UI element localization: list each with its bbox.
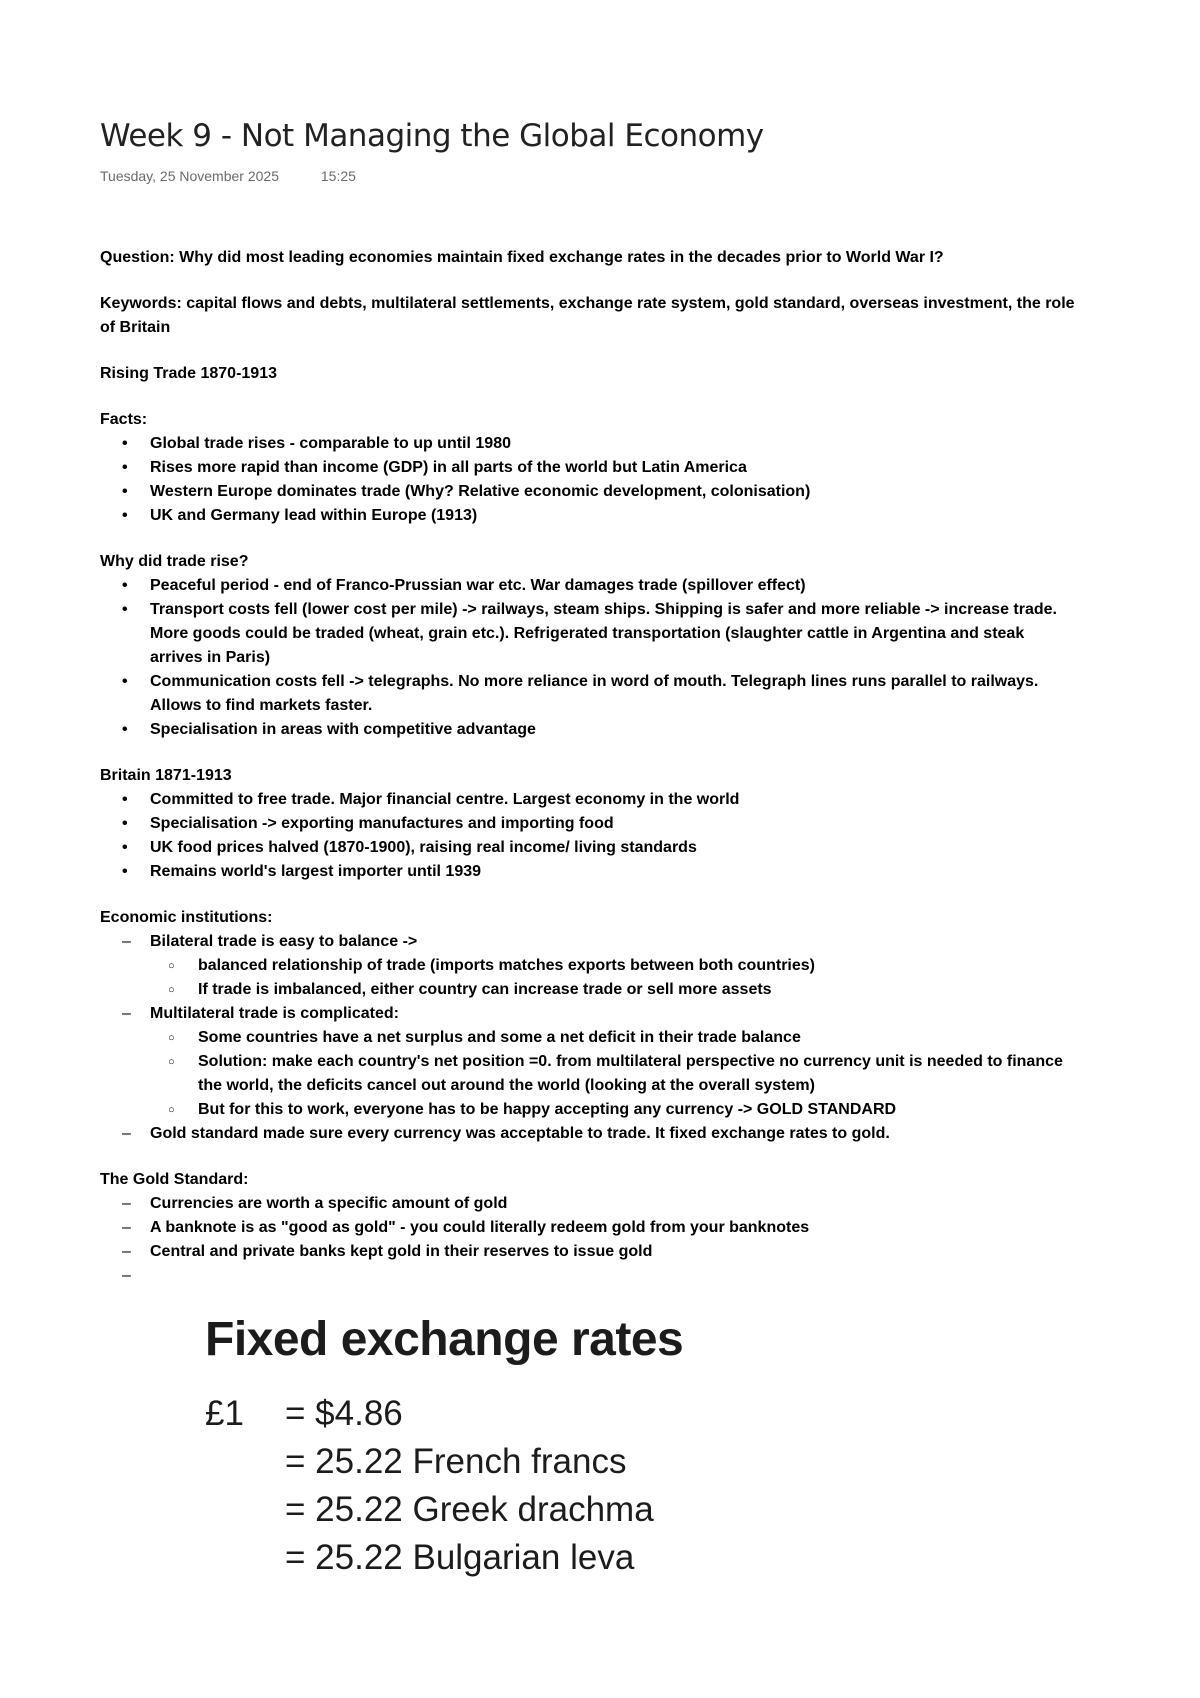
list-item: • Specialisation -> exporting manufactures and importing food [100, 812, 1080, 836]
list-item: • Global trade rises - comparable to up until 1980 [100, 432, 1080, 456]
list-item: • Committed to free trade. Major financial centre. Largest economy in the world [100, 788, 1080, 812]
keywords-text: Keywords: capital flows and debts, multilateral settlements, exchange rate system, gold standard, overseas investment, the role of Britain [100, 295, 1075, 336]
list-item: • Rises more rapid than income (GDP) in all parts of the world but Latin America [100, 456, 1080, 480]
britain-heading: Britain 1871-1913 [100, 767, 232, 784]
list-item: – Central and private banks kept gold in their reserves to issue gold [100, 1240, 1080, 1264]
note-date: Tuesday, 25 November 2025 [100, 168, 279, 184]
britain-list [100, 788, 1080, 884]
list-item: • UK food prices halved (1870-1900), raising real income/ living standards [100, 836, 1080, 860]
list-item: • Peaceful period - end of Franco-Prussian war etc. War damages trade (spillover effect) [100, 574, 1080, 598]
list-item: • Transport costs fell (lower cost per mile) -> railways, steam ships. Shipping is safer and more reliable -> increase trade. More goods could be traded (wheat, grain etc.). Refrigerated transportation (slaughter cattle in Argentina and steak arrives in Paris) [100, 598, 1080, 670]
base-currency: £1 [205, 1394, 244, 1433]
sub-list-item: ○ If trade is imbalanced, either country can increase trade or sell more assets [100, 978, 1080, 1002]
question-text: Question: Why did most leading economies maintain fixed exchange rates in the decades prior to World War I? [100, 249, 944, 266]
fixed-exchange-rates-slide [205, 1312, 765, 1582]
facts-list [100, 432, 1080, 528]
institutions-heading: Economic institutions: [100, 909, 273, 926]
list-item: • Western Europe dominates trade (Why? Relative economic development, colonisation) [100, 480, 1080, 504]
list-item: – Gold standard made sure every currency was acceptable to trade. It fixed exchange rates to gold. [100, 1122, 1080, 1146]
list-item: – Currencies are worth a specific amount of gold [100, 1192, 1080, 1216]
page-title: Week 9 - Not Managing the Global Economy [100, 118, 764, 154]
sub-list-item: ○ Some countries have a net surplus and some a net deficit in their trade balance [100, 1026, 1080, 1050]
list-item: • Communication costs fell -> telegraphs. No more reliance in word of mouth. Telegraph lines runs parallel to railways. Allows to find markets faster. [100, 670, 1080, 718]
list-item: – Multilateral trade is complicated: [100, 1002, 1080, 1026]
list-item: – Bilateral trade is easy to balance -> [100, 930, 1080, 954]
sub-list-item: ○ Solution: make each country's net position =0. from multilateral perspective no currency unit is needed to finance the world, the deficits cancel out around the world (looking at the overall system) [100, 1050, 1080, 1098]
list-item-empty [100, 1264, 1080, 1288]
why-trade-list [100, 574, 1080, 742]
slide-title: Fixed exchange rates [205, 1313, 684, 1366]
institutions-list [100, 930, 1080, 1146]
rate-value: = 25.22 Bulgarian leva [285, 1538, 635, 1577]
rising-trade-heading: Rising Trade 1870-1913 [100, 365, 277, 382]
list-item: – A banknote is as "good as gold" - you could literally redeem gold from your banknotes [100, 1216, 1080, 1240]
gold-standard-heading: The Gold Standard: [100, 1171, 249, 1188]
gold-standard-list [100, 1192, 1080, 1288]
note-time: 15:25 [320, 168, 356, 184]
sub-list-item: ○ balanced relationship of trade (imports matches exports between both countries) [100, 954, 1080, 978]
rate-value: = 25.22 French francs [285, 1442, 627, 1481]
why-trade-heading: Why did trade rise? [100, 553, 249, 570]
list-item: • Specialisation in areas with competitive advantage [100, 718, 1080, 742]
list-item: • UK and Germany lead within Europe (1913) [100, 504, 1080, 528]
sub-list-item: ○ But for this to work, everyone has to be happy accepting any currency -> GOLD STANDARD [100, 1098, 1080, 1122]
note-body [100, 246, 1080, 1288]
rate-value: = 25.22 Greek drachma [285, 1490, 654, 1529]
rate-value: = $4.86 [285, 1394, 403, 1433]
page-metadata [100, 168, 394, 184]
list-item: • Remains world's largest importer until 1939 [100, 860, 1080, 884]
facts-heading: Facts: [100, 411, 148, 428]
